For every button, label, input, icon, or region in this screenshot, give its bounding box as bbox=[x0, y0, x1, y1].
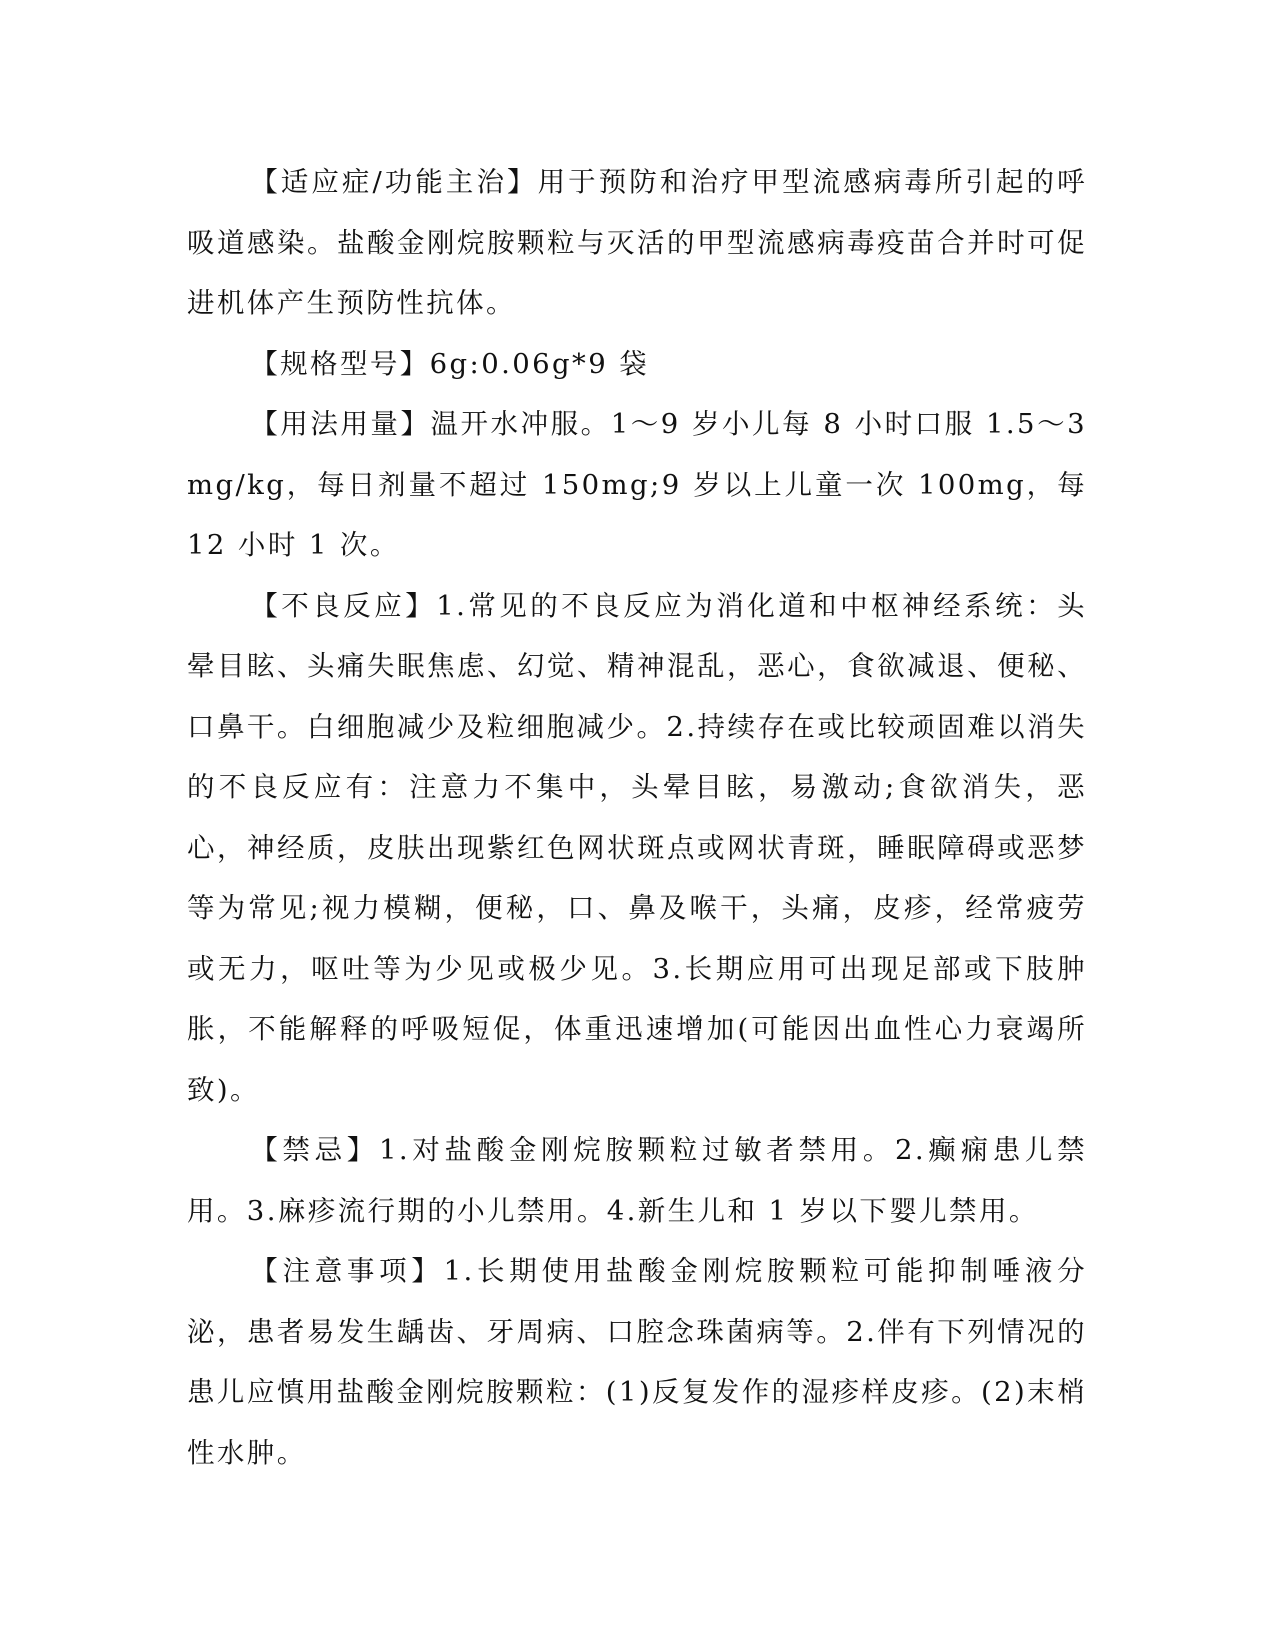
section-indications bbox=[187, 152, 1087, 334]
section-heading: 【不良反应】 bbox=[250, 589, 437, 622]
section-text: 6g:0.06g*9 袋 bbox=[429, 347, 650, 380]
section-specification bbox=[187, 334, 1087, 395]
section-heading: 【禁忌】 bbox=[250, 1134, 379, 1166]
section-heading: 【规格型号】 bbox=[250, 347, 430, 380]
section-text: 1.长期使用盐酸金刚烷胺颗粒可能抑制唾液分泌，患者易发生龋齿、牙周病、口腔念珠菌病等。2.伴有下列情况的患儿应慎用盐酸金刚烷胺颗粒：(1)反复发作的湿疹样皮疹。(2)末梢性水肿。 bbox=[187, 1255, 1087, 1469]
section-heading: 【注意事项】 bbox=[250, 1255, 444, 1287]
section-text: 1.对盐酸金刚烷胺颗粒过敏者禁用。2.癫痫患儿禁用。3.麻疹流行期的小儿禁用。4.新生儿和 1 岁以下婴儿禁用。 bbox=[187, 1134, 1087, 1227]
section-text: 用于预防和治疗甲型流感病毒所引起的呼吸道感染。盐酸金刚烷胺颗粒与灭活的甲型流感病毒疫苗合并时可促进机体产生预防性抗体。 bbox=[187, 166, 1088, 319]
section-precautions bbox=[187, 1241, 1087, 1483]
section-text: 温开水冲服。1～9 岁小儿每 8 小时口服 1.5～3mg/kg，每日剂量不超过 150mg;9 岁以上儿童一次 100mg，每 12 小时 1 次。 bbox=[187, 408, 1088, 561]
section-adverse-reactions bbox=[187, 576, 1087, 1121]
document-body bbox=[187, 152, 1087, 1483]
section-heading: 【用法用量】 bbox=[250, 408, 431, 440]
section-heading: 【适应症/功能主治】 bbox=[250, 166, 538, 198]
section-text: 1.常见的不良反应为消化道和中枢神经系统：头晕目眩、头痛失眠焦虑、幻觉、精神混乱，恶心，食欲减退、便秘、口鼻干。白细胞减少及粒细胞减少。2.持续存在或比较顽固难以消失的不良反应有：注意力不集中，头晕目眩，易激动;食欲消失，恶心，神经质，皮肤出现紫红色网状斑点或网状青斑，睡眠障碍或恶梦等为常见;视力模糊，便秘，口、鼻及喉干，头痛，皮疹，经常疲劳或无力，呕吐等为少见或极少见。3.长期应用可出现足部或下肢肿胀，不能解释的呼吸短促，体重迅速增加(可能因出血性心力衰竭所致)。 bbox=[187, 589, 1087, 1106]
section-contraindications bbox=[187, 1120, 1087, 1241]
section-dosage bbox=[187, 394, 1087, 576]
